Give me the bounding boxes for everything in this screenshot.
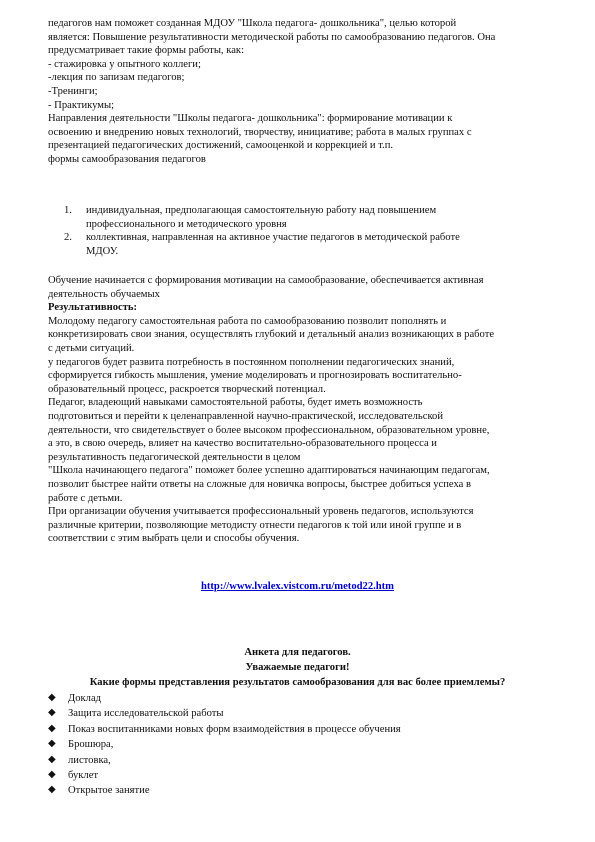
list-item bbox=[48, 738, 401, 753]
text-line: результативность педагогической деятельности в целом bbox=[48, 451, 301, 463]
option-label: Открытое занятие bbox=[68, 785, 150, 797]
text-line: предусматривает такие формы работы, как: bbox=[48, 45, 245, 57]
diamond-bullet-icon: ◆ bbox=[48, 753, 56, 765]
diamond-bullet-icon: ◆ bbox=[48, 768, 56, 780]
text-line: "Школа начинающего педагога" поможет более успешно адаптироваться начинающим педагогам, bbox=[48, 465, 490, 477]
text-line: - стажировка у опытного коллеги; bbox=[48, 58, 201, 70]
list-number: 2. bbox=[64, 232, 72, 244]
text-line: Направления деятельности "Школы педагога- дошкольника": формирование мотивации к bbox=[48, 113, 453, 125]
list-item bbox=[64, 204, 534, 231]
diamond-bullet-icon: ◆ bbox=[48, 784, 56, 796]
text-line: конкретизировать свои знания, осуществлять глубокий и детальный анализ возникающих в работе bbox=[48, 329, 495, 341]
text-line: Молодому педагогу самостоятельная работа по самообразованию позволит пополнять и bbox=[48, 315, 447, 327]
intro-paragraph bbox=[48, 17, 560, 167]
text-line: -лекция по запизам педагогов; bbox=[48, 72, 185, 84]
text-line: сформируется гибкость мышления, умение моделировать и прогнозировать воспитательно- bbox=[48, 370, 462, 382]
text-line: - Практикумы; bbox=[48, 99, 115, 111]
option-label: Доклад bbox=[68, 693, 102, 704]
list-number: 1. bbox=[64, 205, 72, 216]
text-line: соответствии с этим выбрать цели и способы обучения. bbox=[48, 533, 300, 545]
option-label: буклет bbox=[68, 769, 99, 781]
text-line: различные критерии, позволяющие методисту отнести педагогов к той или иной группе и в bbox=[48, 519, 462, 531]
option-label: Показ воспитанниками новых форм взаимодействия в процессе обучения bbox=[68, 723, 401, 735]
list-item bbox=[48, 784, 401, 799]
option-label: Защита исследовательской работы bbox=[68, 708, 224, 720]
option-label: листовка, bbox=[68, 754, 111, 766]
text-line: позволит быстрее найти ответы на сложные для новичка вопросы, быстрее добиться успеха в bbox=[48, 478, 471, 490]
list-item bbox=[48, 769, 401, 784]
text-line: является: Повышение результативности методической работы по самообразованию педагогов. Она bbox=[48, 31, 496, 43]
text-line: а это, в свою очередь, влияет на качество воспитательно-образовательного процесса и bbox=[48, 438, 437, 450]
text-line: МДОУ. bbox=[86, 245, 119, 257]
text-line: Педагог, владеющий навыками самостоятельной работы, будет иметь возможность bbox=[48, 397, 423, 409]
survey-greeting: Уважаемые педагоги! bbox=[245, 662, 350, 673]
survey-options bbox=[48, 692, 401, 800]
text-line: педагогов нам поможет созданная МДОУ "Школа педагога- дошкольника", целью которой bbox=[48, 18, 457, 29]
results-paragraph bbox=[48, 274, 560, 546]
list-item bbox=[48, 723, 401, 738]
list-item bbox=[64, 231, 534, 258]
text-line: подготовиться и перейти к целенаправленной научно-практической, исследовательской bbox=[48, 410, 444, 422]
list-item bbox=[48, 692, 401, 707]
source-link[interactable]: http://www.lvalex.vistcom.ru/metod22.htm bbox=[200, 581, 395, 592]
text-line: индивидуальная, предполагающая самостоятельную работу над повышением bbox=[86, 205, 437, 216]
text-line: Обучение начинается с формирования мотивации на самообразование, обеспечивается активная bbox=[48, 275, 484, 286]
option-label: Брошюра, bbox=[68, 739, 114, 751]
text-line: формы самообразования педагогов bbox=[48, 153, 206, 165]
survey-title: Анкета для педагогов. bbox=[244, 647, 351, 658]
source-link-row bbox=[0, 580, 595, 594]
text-line: профессионального и методического уровня bbox=[86, 218, 287, 230]
text-line: освоению и внедрению новых технологий, творчеству, инициативе; работа в малых группах с bbox=[48, 126, 472, 138]
diamond-bullet-icon: ◆ bbox=[48, 707, 56, 719]
text-line: презентацией педагогических достижений, самооценкой и коррекцией и т.п. bbox=[48, 140, 394, 152]
text-line: у педагогов будет развита потребность в постоянном пополнении педагогических знаний, bbox=[48, 356, 455, 368]
text-line: коллективная, направленная на активное участие педагогов в методической работе bbox=[86, 232, 460, 244]
forms-list bbox=[64, 204, 534, 258]
text-line: работе с детьми. bbox=[48, 492, 123, 504]
results-heading: Результативность: bbox=[48, 302, 138, 314]
list-item bbox=[48, 707, 401, 722]
diamond-bullet-icon: ◆ bbox=[48, 722, 56, 734]
survey-question: Какие формы представления результатов самообразования для вас более приемлемы? bbox=[89, 677, 506, 688]
text-line: деятельность обучаемых bbox=[48, 288, 160, 300]
diamond-bullet-icon: ◆ bbox=[48, 738, 56, 750]
text-line: с детьми ситуаций. bbox=[48, 342, 135, 354]
text-line: деятельности, что свидетельствует о более высоком профессиональном, образовательном уровне, bbox=[48, 424, 490, 436]
text-line: -Тренинги; bbox=[48, 85, 98, 97]
list-item bbox=[48, 754, 401, 769]
text-line: При организации обучения учитывается профессиональный уровень педагогов, используются bbox=[48, 506, 474, 518]
diamond-bullet-icon: ◆ bbox=[48, 692, 56, 703]
text-line: образовательный процесс, раскроется творческий потенциал. bbox=[48, 383, 326, 395]
